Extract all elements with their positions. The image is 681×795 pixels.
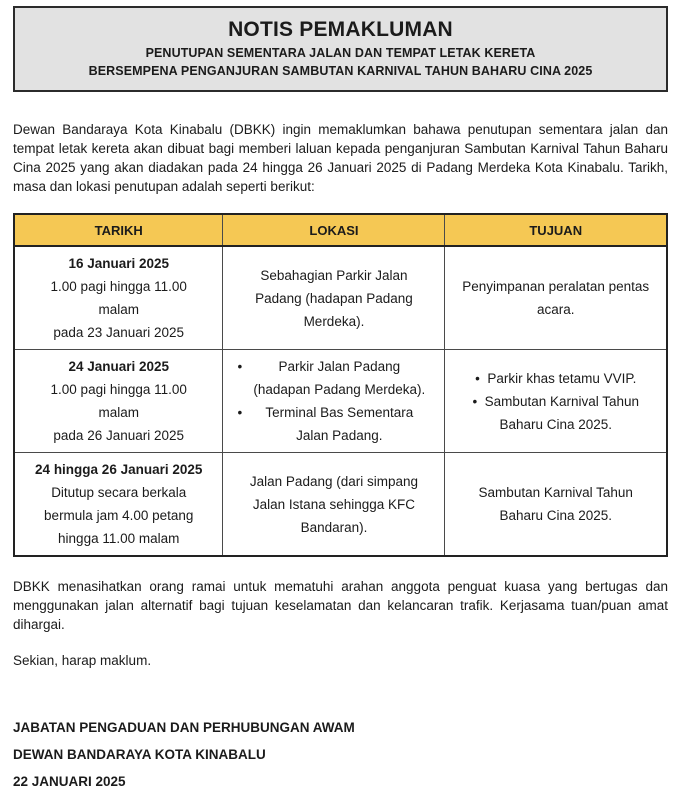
location-bullet-item: • Parkir Jalan Padang (hadapan Padang Merdeka). xyxy=(237,355,430,401)
table-row xyxy=(14,453,667,557)
purpose-cell: Sambutan Karnival Tahun Baharu Cina 2025. xyxy=(445,453,667,557)
bullet-icon: • xyxy=(237,405,243,420)
date-cell xyxy=(14,246,223,350)
purpose-cell: Penyimpanan peralatan pentas acara. xyxy=(445,246,667,350)
date-title: 24 hingga 26 Januari 2025 xyxy=(35,462,203,477)
location-cell: Jalan Padang (dari simpang Jalan Istana sehingga KFC Bandaran). xyxy=(223,453,445,557)
notice-subtitle-line1: PENUTUPAN SEMENTARA JALAN DAN TEMPAT LETAK KERETA xyxy=(145,46,536,60)
date-detail: pada 23 Januari 2025 xyxy=(53,325,185,340)
date-detail: pada 26 Januari 2025 xyxy=(53,428,185,443)
bullet-icon: • xyxy=(237,359,243,374)
closure-table xyxy=(13,213,668,557)
date-title: 16 Januari 2025 xyxy=(68,256,170,271)
signature-date: 22 JANUARI 2025 xyxy=(13,774,126,789)
signature-organization: DEWAN BANDARAYA KOTA KINABALU xyxy=(13,747,266,762)
column-header-location: LOKASI xyxy=(223,214,445,246)
purpose-bullet-item: • Sambutan Karnival Tahun Baharu Cina 2025. xyxy=(459,390,652,436)
notice-title: NOTIS PEMAKLUMAN xyxy=(228,18,453,41)
date-cell xyxy=(14,350,223,453)
table-header-row xyxy=(14,214,667,246)
column-header-date: TARIKH xyxy=(14,214,223,246)
purpose-cell xyxy=(445,350,667,453)
date-cell xyxy=(14,453,223,557)
table-row xyxy=(14,350,667,453)
location-bullet-item: • Terminal Bas Sementara Jalan Padang. xyxy=(237,401,430,447)
location-cell: Sebahagian Parkir Jalan Padang (hadapan Padang Merdeka). xyxy=(223,246,445,350)
date-detail: 1.00 pagi hingga 11.00 malam xyxy=(50,382,187,420)
column-header-purpose: TUJUAN xyxy=(445,214,667,246)
date-detail: Ditutup secara berkala xyxy=(51,485,187,500)
notice-header-box xyxy=(13,6,668,92)
date-detail: 1.00 pagi hingga 11.00 malam xyxy=(50,279,187,317)
intro-paragraph: Dewan Bandaraya Kota Kinabalu (DBKK) ingin memaklumkan bahawa penutupan sementara jalan dan tempat letak kereta akan dibuat bagi memberi laluan kepada penganjuran Sambutan Karnival Tahun Baharu Cina 2025 yang akan diadakan pada 24 hingga 26 Januari 2025 di Padang Merdeka Kota Kinabalu. Tarikh, masa dan lokasi penutupan adalah seperti berikut: xyxy=(13,122,668,194)
signature-block xyxy=(13,714,668,795)
purpose-bullet-item: • Parkir khas tetamu VVIP. xyxy=(459,367,652,390)
date-detail: hingga 11.00 malam xyxy=(58,531,180,546)
date-detail: bermula jam 4.00 petang xyxy=(44,508,194,523)
notice-subtitle-line2: BERSEMPENA PENGANJURAN SAMBUTAN KARNIVAL TAHUN BAHARU CINA 2025 xyxy=(88,64,593,78)
table-row xyxy=(14,246,667,350)
advice-paragraph: DBKK menasihatkan orang ramai untuk mematuhi arahan anggota penguat kuasa yang bertugas dan menggunakan jalan alternatif bagi tujuan keselamatan dan kelancaran trafik. Kerjasama tuan/puan amat dihargai. xyxy=(13,579,668,632)
date-title: 24 Januari 2025 xyxy=(68,359,170,374)
signature-department: JABATAN PENGADUAN DAN PERHUBUNGAN AWAM xyxy=(13,720,355,735)
closing-line: Sekian, harap maklum. xyxy=(13,653,152,668)
location-cell xyxy=(223,350,445,453)
